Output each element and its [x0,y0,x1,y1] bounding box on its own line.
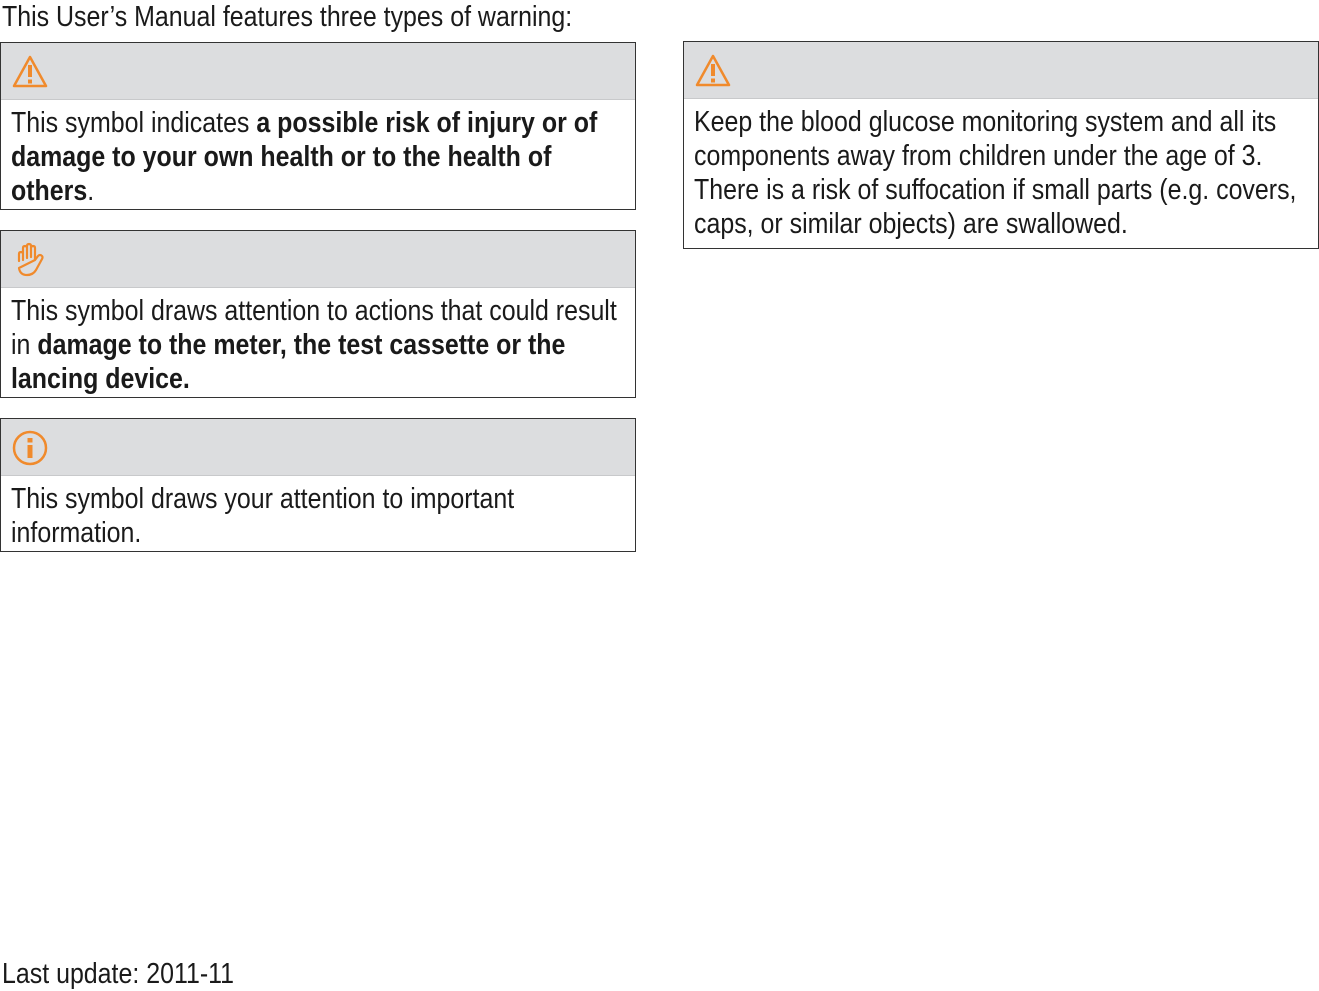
last-update-footer: Last update: 2011-11 [2,958,235,990]
warning-box-body [684,99,1318,249]
warning-triangle-icon [694,52,732,90]
warning-text-plain: This symbol draws attention to actions that could result in [11,295,617,361]
intro-text: This User’s Manual features three types of warning: [2,1,573,33]
warning-box-info [0,418,636,552]
info-circle-icon [11,429,49,467]
warning-box-header [684,42,1318,99]
warning-box-header [1,43,635,100]
warning-box-body [1,288,635,404]
warning-box-header [1,231,635,288]
warning-box-children [683,41,1319,249]
warning-box-injury [0,42,636,210]
warning-text-bold: damage to the meter, the test cassette or the lancing device. [11,329,566,395]
warning-text-plain: This symbol draws your attention to important information. [11,483,515,549]
warning-text-end: . [87,175,95,207]
warning-box-header [1,419,635,476]
warning-text-plain: Keep the blood glucose monitoring system and all its components away from children under the age of 3. There is a risk of suffocation if small parts (e.g. covers, caps, or similar objects) are swallowed. [694,106,1297,240]
warning-box-body [1,100,635,216]
warning-box-damage [0,230,636,398]
stop-hand-icon [11,241,49,279]
warning-text-plain: This symbol indicates [11,107,257,139]
warning-triangle-icon [11,53,49,91]
warning-box-body [1,476,635,558]
warning-text-bold: a possible risk of injury or of damage to your own health or to the health of others [11,107,598,207]
